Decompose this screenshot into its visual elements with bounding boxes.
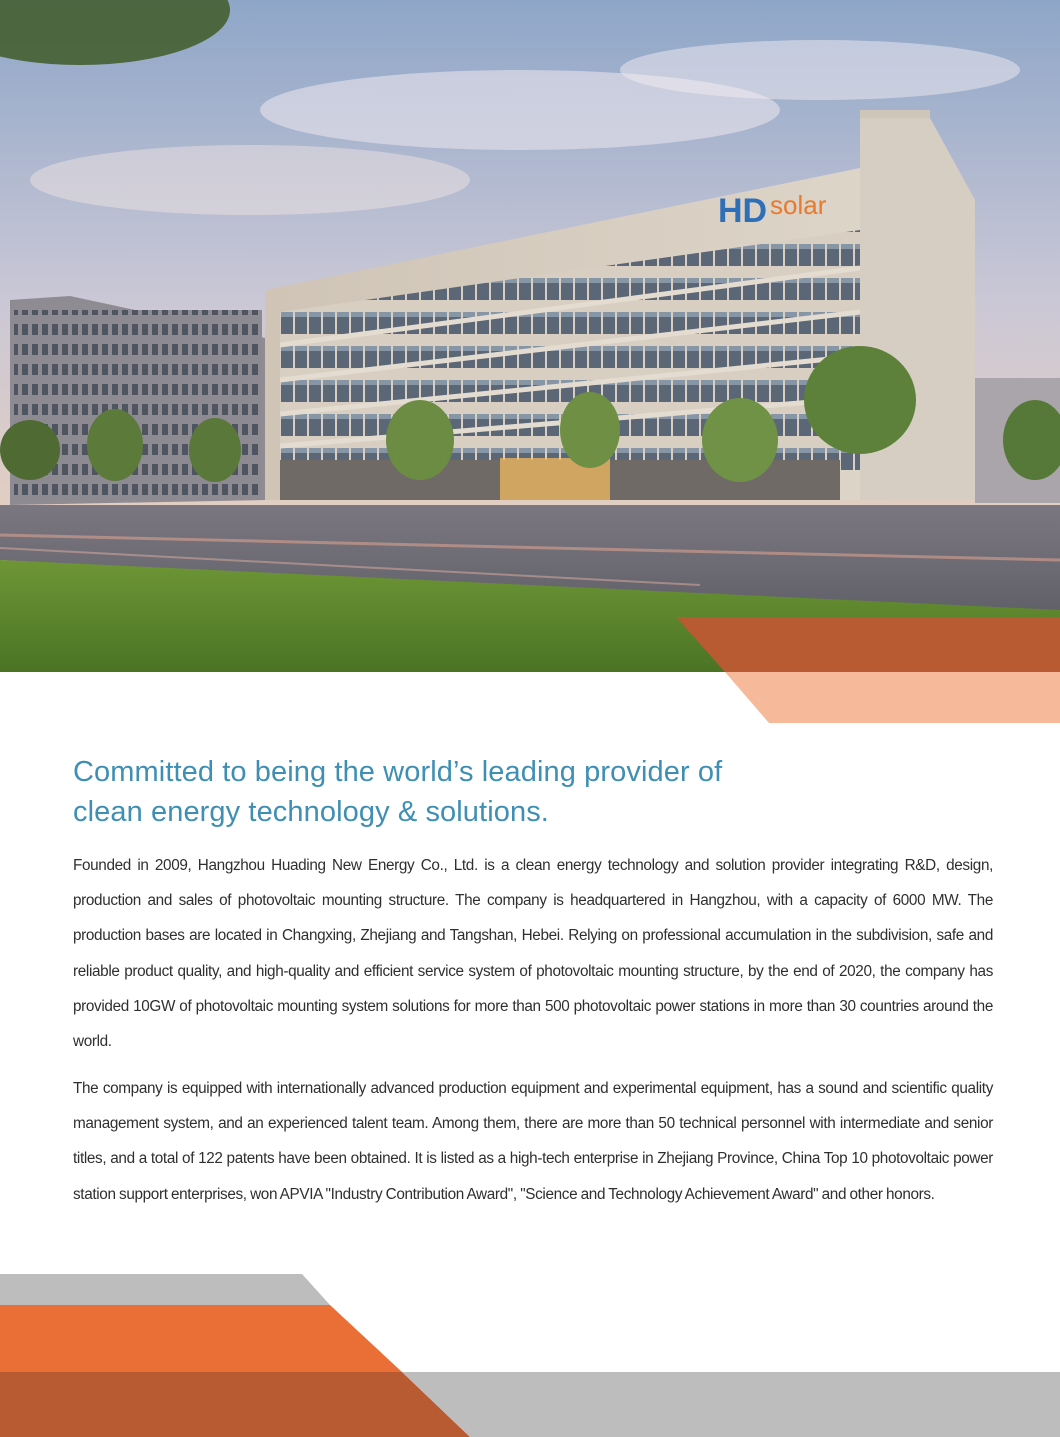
hero-photo	[0, 0, 1060, 672]
logo-prefix: HD	[718, 192, 768, 230]
logo-suffix: solar	[770, 190, 827, 220]
footer-band-gray-right	[402, 1372, 1060, 1437]
footer-band-gray-left	[0, 1274, 330, 1305]
company-capability-paragraph: The company is equipped with internationally advanced production equipment and experimental equipment, has a sound and scientific quality management system, and an experienced talent team. Among them, there are more than 50 technical personnel with intermediate and senior titles, and a total of 122 patents have been obtained. It is listed as a high-tech enterprise in Zhejiang Province, China Top 10 photovoltaic power station support enterprises, won APVIA "Industry Contribution Award", "Science and Technology Achievement Award" and other honors.	[73, 1080, 993, 1203]
page-headline	[73, 752, 973, 832]
footer-band-orange	[0, 1305, 402, 1372]
headline-line-1: Committed to being the world’s leading provider of	[73, 756, 723, 788]
hero-corner-band-peach	[725, 672, 1060, 723]
footer-band-brown	[0, 1372, 470, 1437]
company-intro-paragraph: Founded in 2009, Hangzhou Huading New Energy Co., Ltd. is a clean energy technology and solution provider integrating R&D, design, production and sales of photovoltaic mounting structure. The company is headquartered in Hangzhou, with a capacity of 6000 MW. The production bases are located in Changxing, Zhejiang and Tangshan, Hebei. Relying on professional accumulation in the subdivision, safe and reliable product quality, and high-quality and efficient service system of photovoltaic mounting structure, by the end of 2020, the company has provided 10GW of photovoltaic mounting system solutions for more than 500 photovoltaic power stations in more than 30 countries around the world.	[73, 857, 993, 1051]
headline-line-2: clean energy technology & solutions.	[73, 796, 549, 828]
building-illustration	[0, 0, 1060, 672]
